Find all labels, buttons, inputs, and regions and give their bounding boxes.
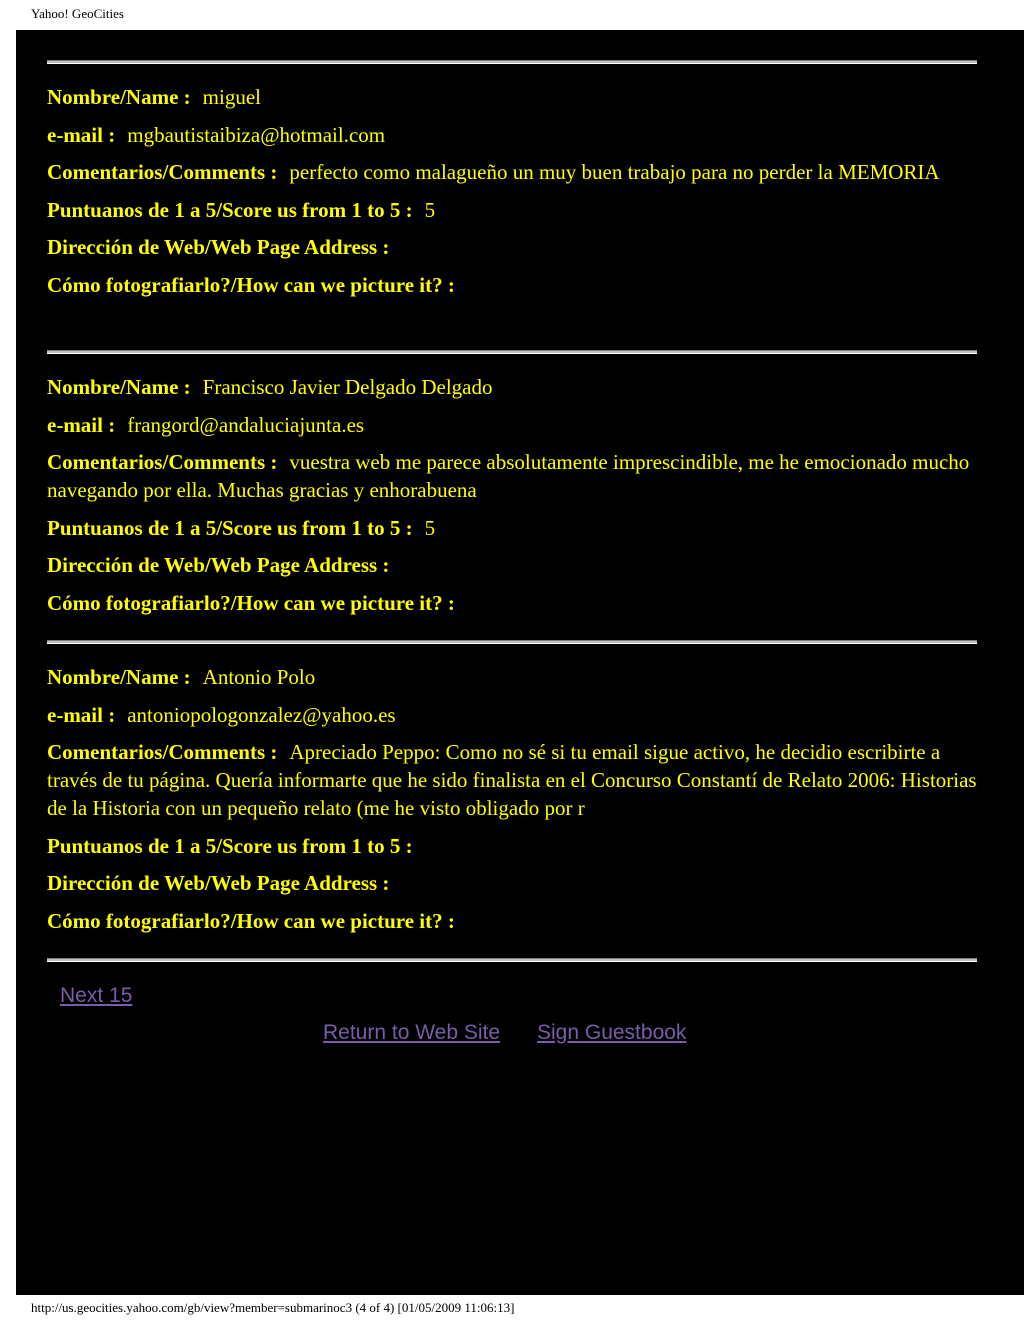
guestbook-entry [47,663,977,944]
score-value: 5 [424,197,436,222]
picture-field [47,907,977,935]
guestbook-entry [47,83,977,308]
next-15-link[interactable]: Next 15 [60,984,133,1007]
comments-label: Comentarios/Comments : [47,160,278,184]
picture-field [47,271,977,299]
sign-guestbook-link[interactable]: Sign Guestbook [537,1021,687,1044]
score-field [47,196,977,224]
name-label: Nombre/Name : [47,375,191,399]
name-field [47,663,977,691]
email-value: antoniopologonzalez@yahoo.es [127,702,396,727]
comments-label: Comentarios/Comments : [47,450,278,474]
comments-value: perfecto como malagueño un muy buen trabajo para no perder la MEMORIA [289,160,940,184]
name-value: Antonio Polo [202,665,316,689]
name-label: Nombre/Name : [47,665,191,689]
comments-label: Comentarios/Comments : [47,740,278,764]
comments-value: vuestra web me parece absolutamente imprescindible, me he emocionado mucho navegando por ella. Muchas gracias y enhorabuena [47,450,970,502]
score-field [47,514,977,542]
comments-value: Apreciado Peppo: Como no sé si tu email sigue activo, he decidio escribirte a través de tu página. Quería informarte que he sido finalista en el Concurso Constantí de Relato 2006: Historias de la Historia con un pequeño relato (me he visto obligado por r [47,740,977,820]
score-label: Puntuanos de 1 a 5/Score us from 1 to 5 : [47,197,413,222]
comments-field [47,448,977,504]
score-label: Puntuanos de 1 a 5/Score us from 1 to 5 : [47,515,413,540]
web-address-label: Dirección de Web/Web Page Address : [47,553,390,577]
comments-field [47,738,977,822]
divider [47,640,977,644]
email-label: e-mail : [47,122,116,147]
name-field [47,83,977,111]
email-field [47,411,977,439]
score-label: Puntuanos de 1 a 5/Score us from 1 to 5 : [47,833,413,858]
score-value: 5 [424,515,436,540]
score-field [47,832,977,860]
name-value: Francisco Javier Delgado Delgado [202,375,493,399]
print-header: Yahoo! GeoCities [31,6,124,21]
name-value: miguel [202,85,261,109]
picture-field [47,589,977,617]
email-field [47,701,977,729]
picture-label: Cómo fotografiarlo?/How can we picture it? : [47,590,455,615]
web-address-field [47,551,977,579]
divider [47,350,977,354]
email-value: mgbautistaibiza@hotmail.com [127,122,386,147]
web-address-label: Dirección de Web/Web Page Address : [47,871,390,895]
comments-field [47,158,977,186]
picture-label: Cómo fotografiarlo?/How can we picture it? : [47,272,455,297]
guestbook-entry [47,373,977,626]
email-label: e-mail : [47,412,116,437]
email-field [47,121,977,149]
web-address-field [47,869,977,897]
divider [47,958,977,962]
print-footer: http://us.geocities.yahoo.com/gb/view?member=submarinoc3 (4 of 4) [01/05/2009 11:06:13] [31,1300,515,1315]
web-address-label: Dirección de Web/Web Page Address : [47,235,390,259]
divider [47,60,977,64]
name-field [47,373,977,401]
name-label: Nombre/Name : [47,85,191,109]
email-label: e-mail : [47,702,116,727]
guestbook-page [16,30,1024,1295]
return-to-web-site-link[interactable]: Return to Web Site [323,1021,501,1044]
email-value: frangord@andaluciajunta.es [127,412,365,437]
web-address-field [47,233,977,261]
picture-label: Cómo fotografiarlo?/How can we picture it? : [47,908,455,933]
